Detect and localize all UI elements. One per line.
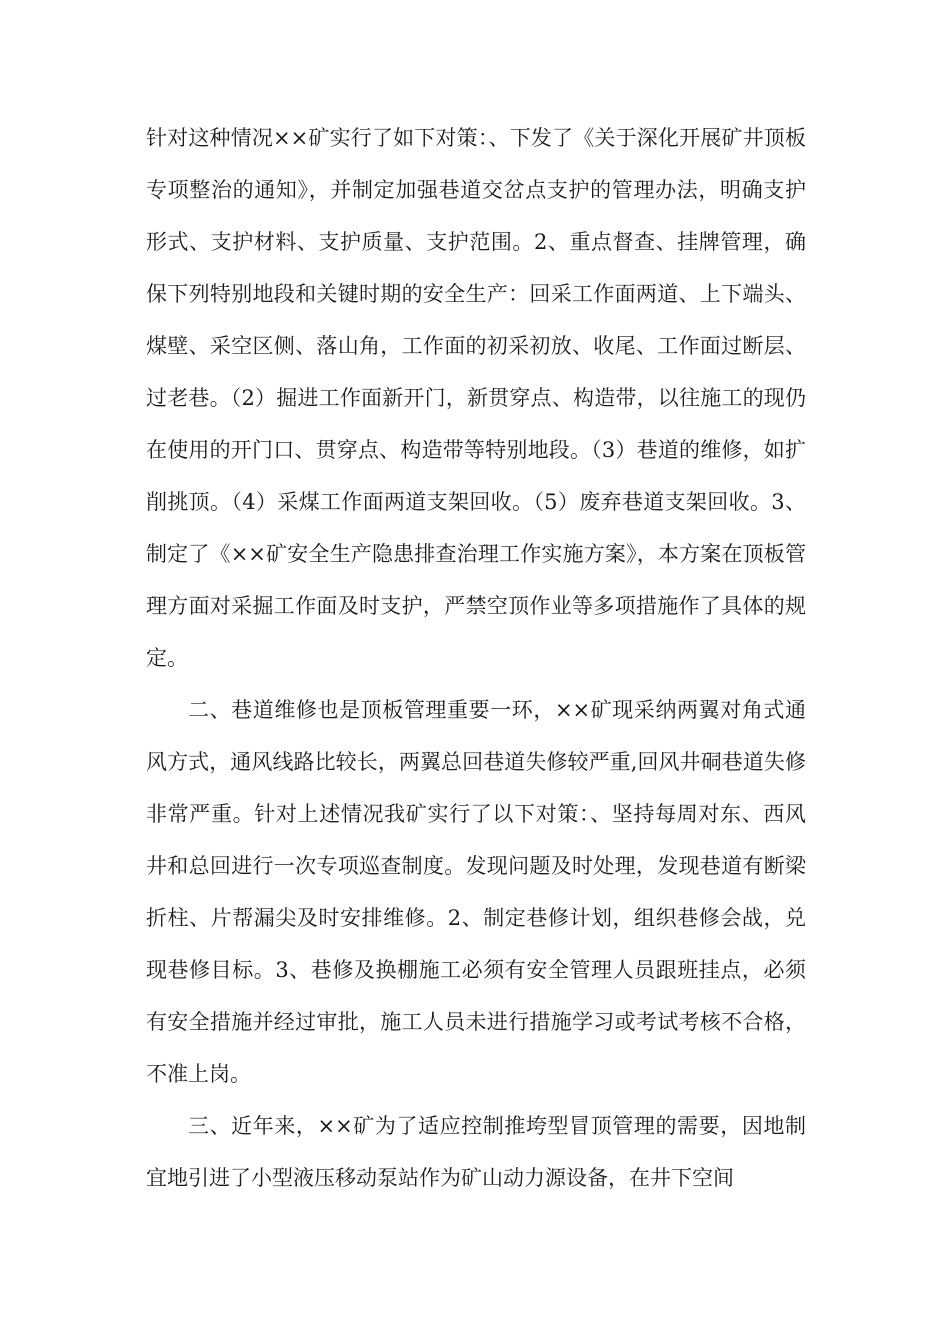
paragraph-hydraulic-pump: 三、近年来，××矿为了适应控制推垮型冒顶管理的需要，因地制宜地引进了小型液压移动泵站作为矿山动力源设备，在井下空间 [146, 1114, 806, 1190]
document-body [146, 112, 806, 1204]
paragraph-countermeasures: 针对这种情况××矿实行了如下对策：、下发了《关于深化开展矿井顶板专项整治的通知》，并制定加强巷道交岔点支护的管理办法，明确支护形式、支护材料、支护质量、支护范围。2、重点督查、挂牌管理，确保下列特别地段和关键时期的安全生产：回采工作面两道、上下端头、煤壁、采空区侧、落山角，工作面的初采初放、收尾、工作面过断层、过老巷。（2）掘进工作面新开门，新贯穿点、构造带，以往施工的现仍在使用的开门口、贯穿点、构造带等特别地段。（3）巷道的维修，如扩削挑顶。（4）采煤工作面两道支架回收。（5）废弃巷道支架回收。3、制定了《××矿安全生产隐患排查治理工作实施方案》，本方案在顶板管理方面对采掘工作面及时支护，严禁空顶作业等多项措施作了具体的规定。 [146, 126, 806, 670]
paragraph-roadway-maintenance: 二、巷道维修也是顶板管理重要一环，××矿现采纳两翼对角式通风方式，通风线路比较长，两翼总回巷道失修较严重,回风井硐巷道失修非常严重。针对上述情况我矿实行了以下对策：、坚持每周对东、西风井和总回进行一次专项巡查制度。发现问题及时处理，发现巷道有断梁折柱、片帮漏尖及时安排维修。2、制定巷修计划，组织巷修会战，兑现巷修目标。3、巷修及换棚施工必须有安全管理人员跟班挂点，必须有安全措施并经过审批，施工人员未进行措施学习或考试考核不合格，不准上岗。 [146, 698, 806, 1086]
